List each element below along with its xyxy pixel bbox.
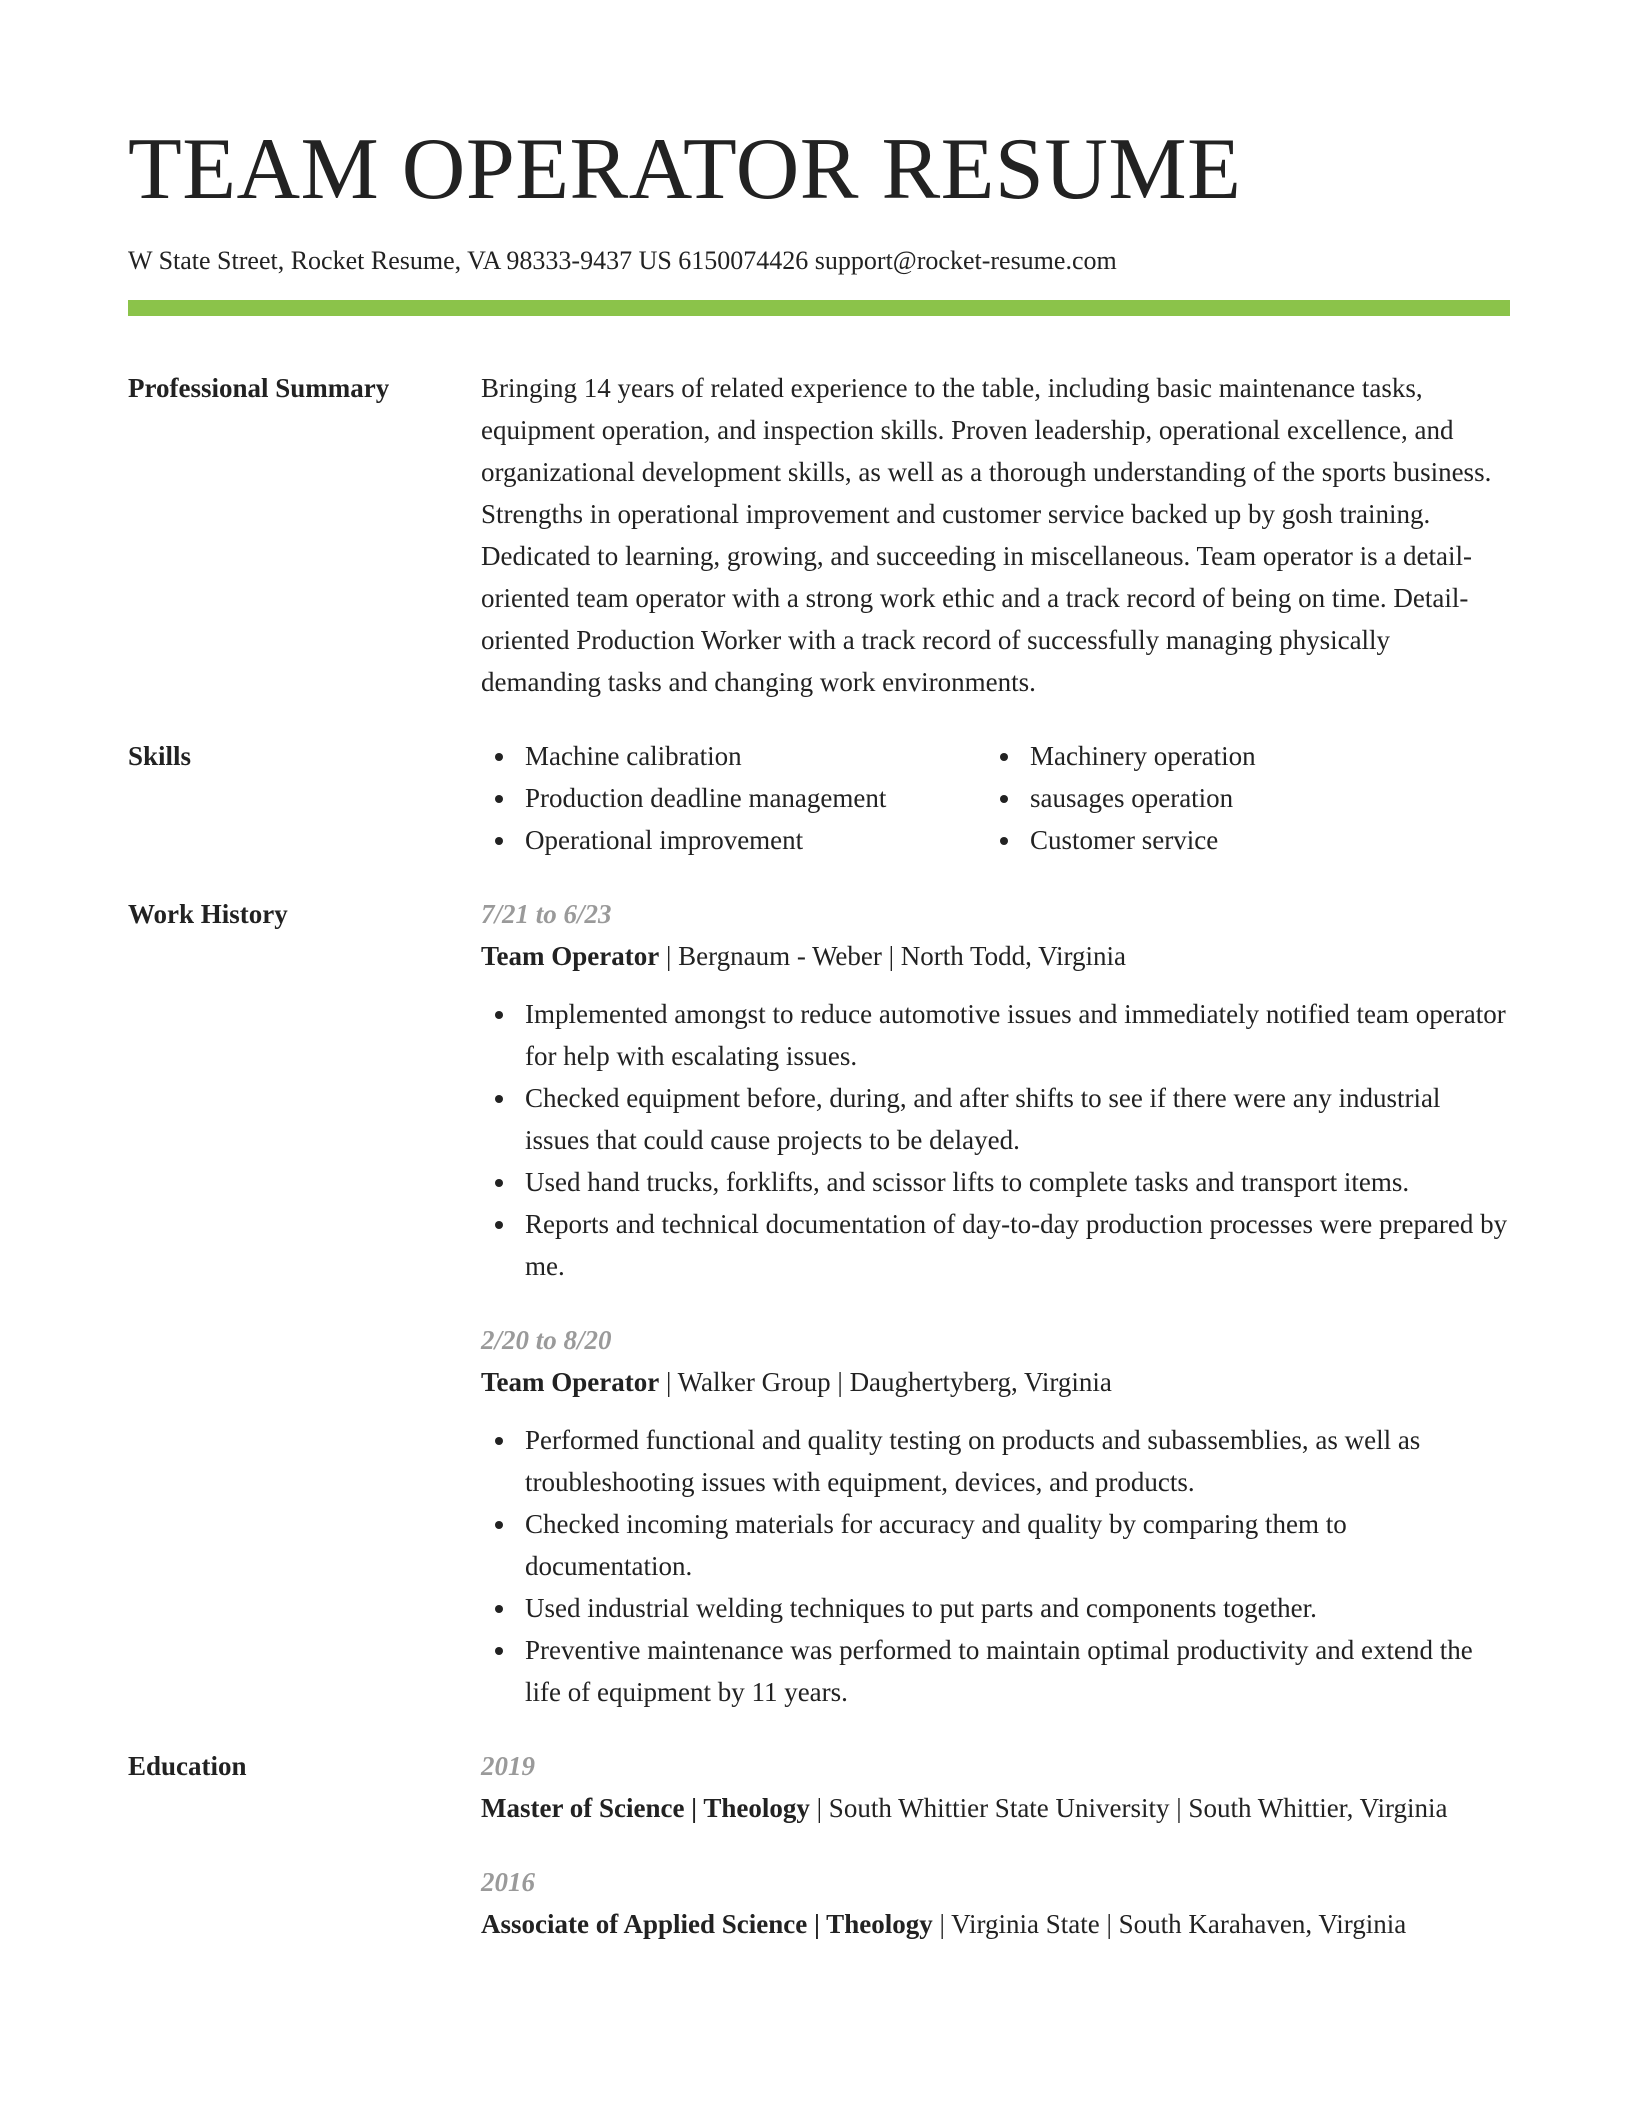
work-bullet <box>481 1503 1510 1587</box>
bullet-icon <box>495 1095 503 1103</box>
work-bullet-text: Checked incoming materials for accuracy and quality by comparing them to documentation. <box>525 1509 1347 1581</box>
bullet-icon <box>495 1647 503 1655</box>
degree-name: Associate of Applied Science | Theology <box>481 1909 933 1939</box>
skill-item <box>986 735 1510 777</box>
bullet-icon <box>495 1521 503 1529</box>
summary-text: Bringing 14 years of related experience to the table, including basic maintenance tasks, equipment operation, and inspection skills. Proven leadership, operational excellence, and organizational development skills, as well as a thorough understanding of the sports business. Strengths in operational improvement and customer service backed up by gosh training. Dedicated to learning, growing, and succeeding in miscellaneous. Team operator is a detail-oriented team operator with a strong work ethic and a track record of being on time. Detail-oriented Production Worker with a track record of successfully managing physically demanding tasks and changing work environments. <box>481 373 1492 697</box>
education-year: 2019 <box>481 1751 535 1781</box>
skill-item <box>986 819 1510 861</box>
education-degree-line <box>481 1787 1510 1829</box>
work-bullet-text: Reports and technical documentation of day-to-day production processes were prepared by me. <box>525 1209 1508 1281</box>
skills-section <box>128 735 1510 861</box>
employer-details: | Walker Group | Daughertyberg, Virginia <box>659 1367 1112 1397</box>
work-bullet <box>481 1161 1510 1203</box>
bullet-icon <box>1000 753 1008 761</box>
skill-label: sausages operation <box>1030 783 1234 813</box>
bullet-icon <box>495 1221 503 1229</box>
employer-details: | Bergnaum - Weber | North Todd, Virginia <box>659 941 1127 971</box>
skill-item <box>481 735 986 777</box>
bullet-icon <box>495 795 503 803</box>
bullet-icon <box>495 1437 503 1445</box>
skill-item <box>986 777 1510 819</box>
education-year: 2016 <box>481 1867 535 1897</box>
skill-label: Customer service <box>1030 825 1219 855</box>
work-bullet-text: Preventive maintenance was performed to maintain optimal productivity and extend the life of equipment by 11 years. <box>525 1635 1473 1707</box>
skills-list <box>481 735 1510 861</box>
summary-section <box>128 367 1510 703</box>
bullet-icon <box>495 1179 503 1187</box>
summary-body <box>481 367 1510 703</box>
bullet-icon <box>1000 795 1008 803</box>
bullet-icon <box>495 1011 503 1019</box>
resume-page <box>128 0 1510 1945</box>
work-bullet <box>481 1629 1510 1713</box>
work-history-body <box>481 893 1510 1713</box>
skill-label: Production deadline management <box>525 783 887 813</box>
skill-item <box>481 777 986 819</box>
work-dates: 2/20 to 8/20 <box>481 1325 612 1355</box>
skills-heading: Skills <box>128 741 192 771</box>
education-heading: Education <box>128 1751 247 1781</box>
education-body <box>481 1745 1510 1945</box>
work-entry <box>481 893 1510 1287</box>
school-details: | Virginia State | South Karahaven, Virginia <box>932 1909 1407 1939</box>
summary-heading: Professional Summary <box>128 373 390 403</box>
school-details: | South Whittier State University | South Whittier, Virginia <box>809 1793 1448 1823</box>
job-title: Team Operator <box>481 1367 660 1397</box>
work-history-section <box>128 893 1510 1713</box>
work-bullet-text: Checked equipment before, during, and after shifts to see if there were any industrial issues that could cause projects to be delayed. <box>525 1083 1441 1155</box>
bullet-icon <box>495 1605 503 1613</box>
job-title: Team Operator <box>481 941 660 971</box>
work-bullet-text: Used industrial welding techniques to put parts and components together. <box>525 1593 1317 1623</box>
work-bullet-text: Performed functional and quality testing on products and subassemblies, as well as troubleshooting issues with equipment, devices, and products. <box>525 1425 1421 1497</box>
work-entry <box>481 1319 1510 1713</box>
work-position <box>481 935 1510 977</box>
work-bullet <box>481 1077 1510 1161</box>
education-entry <box>481 1861 1510 1945</box>
work-bullets <box>481 1419 1510 1713</box>
education-degree-line <box>481 1903 1510 1945</box>
bullet-icon <box>495 753 503 761</box>
skill-label: Operational improvement <box>525 825 804 855</box>
bullet-icon <box>495 837 503 845</box>
skill-label: Machinery operation <box>1030 741 1256 771</box>
contact-line: W State Street, Rocket Resume, VA 98333-9437 US 6150074426 support@rocket-resume.com <box>128 246 1117 275</box>
degree-name: Master of Science | Theology <box>481 1793 810 1823</box>
work-position <box>481 1361 1510 1403</box>
work-bullet-text: Used hand trucks, forklifts, and scissor lifts to complete tasks and transport items. <box>525 1167 1410 1197</box>
skill-item <box>481 819 986 861</box>
work-bullet <box>481 993 1510 1077</box>
work-bullet <box>481 1419 1510 1503</box>
education-section <box>128 1745 1510 1945</box>
accent-divider <box>128 300 1510 316</box>
skills-body <box>481 735 1510 861</box>
work-bullets <box>481 993 1510 1287</box>
work-bullet <box>481 1587 1510 1629</box>
resume-title: TEAM OPERATOR RESUME <box>128 121 1242 218</box>
work-bullet <box>481 1203 1510 1287</box>
work-dates: 7/21 to 6/23 <box>481 899 612 929</box>
work-history-heading: Work History <box>128 899 288 929</box>
education-entry <box>481 1745 1510 1829</box>
skill-label: Machine calibration <box>525 741 742 771</box>
work-bullet-text: Implemented amongst to reduce automotive issues and immediately notified team operator for help with escalating issues. <box>525 999 1506 1071</box>
bullet-icon <box>1000 837 1008 845</box>
